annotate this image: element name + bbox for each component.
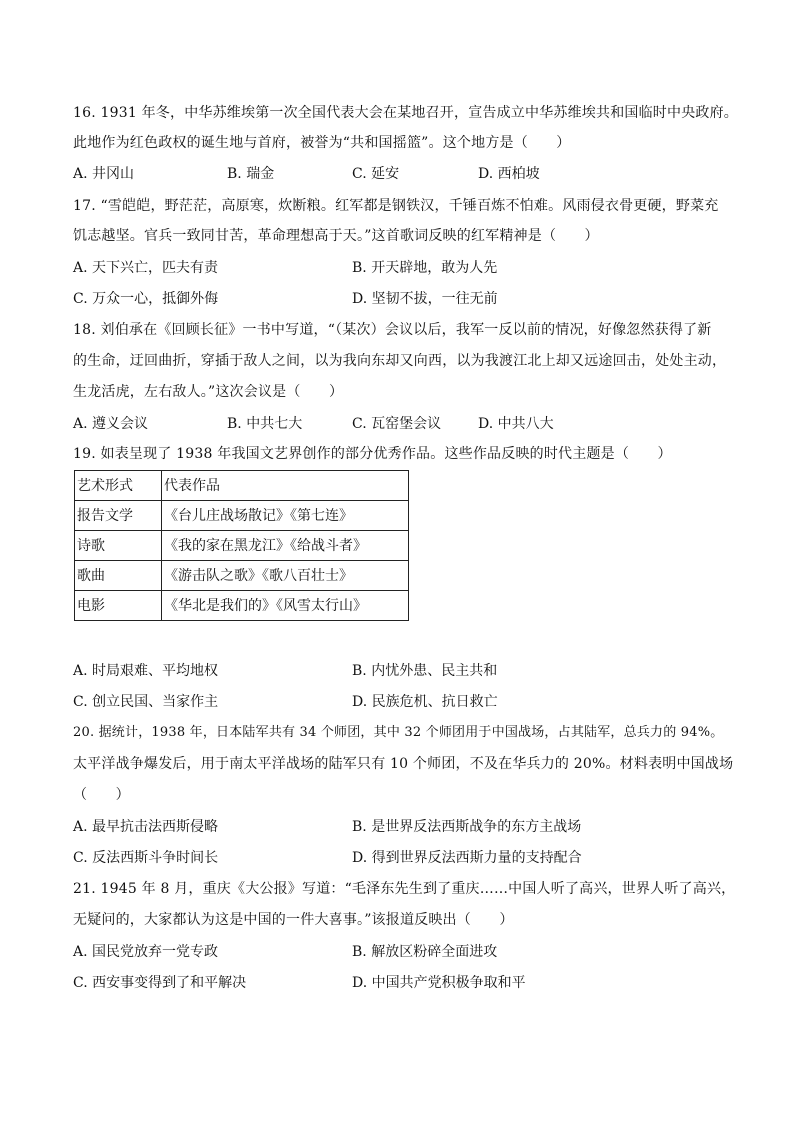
q19-works-table <box>74 470 409 621</box>
q20-stem-line-1: 20. 据统计，1938 年，日本陆军共有 34 个师团，其中 32 个师团用于中国战场，占其陆军，总兵力的 94%。 <box>73 725 724 740</box>
table-cell-form: 歌曲 <box>75 561 162 591</box>
q21-option-c: C. 西安事变得到了和平解决 <box>73 975 247 991</box>
q21-stem-line-2: 无疑问的，大家都认为这是中国的一件大喜事。”该报道反映出（ ） <box>73 912 514 928</box>
q19-option-b: B. 内忧外患、民主共和 <box>352 663 498 679</box>
q17-option-a: A. 天下兴亡，匹夫有责 <box>73 260 219 276</box>
table-header-cell: 代表作品 <box>162 471 409 501</box>
table-header-cell: 艺术形式 <box>75 471 162 501</box>
q21-stem-line-1: 21. 1945 年 8 月，重庆《大公报》写道：“毛泽东先生到了重庆……中国人听了高兴，世界人听了高兴， <box>73 881 736 897</box>
q16-option-a: A. 井冈山 <box>73 166 135 182</box>
q18-stem-line-3: 生龙活虎，左右敌人。”这次会议是（ ） <box>73 384 344 400</box>
table-cell-works: 《华北是我们的》《风雪太行山》 <box>162 591 409 621</box>
q16-option-c: C. 延安 <box>352 166 400 182</box>
table-row <box>75 501 409 531</box>
q20-option-a: A. 最早抗击法西斯侵略 <box>73 819 219 835</box>
q18-stem-line-2: 的生命，迂回曲折，穿插于敌人之间，以为我向东却又向西，以为我渡江北上却又远途回击，处处主动， <box>73 353 727 369</box>
q21-option-b: B. 解放区粉碎全面进攻 <box>352 944 498 960</box>
q18-option-a: A. 遵义会议 <box>73 416 149 432</box>
q18-stem-line-1: 18. 刘伯承在《回顾长征》一书中写道，“（某次）会议以后，我军一反以前的情况，好像忽然获得了新 <box>73 322 712 338</box>
q16-stem-line-1: 16. 1931 年冬，中华苏维埃第一次全国代表大会在某地召开，宣告成立中华苏维埃共和国临时中央政府。 <box>73 105 738 121</box>
q17-option-c: C. 万众一心，抵御外侮 <box>73 291 219 307</box>
q20-stem-line-3: （ ） <box>73 787 130 803</box>
table-row <box>75 531 409 561</box>
q16-option-d: D. 西柏坡 <box>478 166 540 182</box>
table-cell-works: 《台儿庄战场散记》《第七连》 <box>162 501 409 531</box>
table-cell-form: 报告文学 <box>75 501 162 531</box>
table-row <box>75 561 409 591</box>
table-cell-works: 《游击队之歌》《歌八百壮士》 <box>162 561 409 591</box>
q16-option-b: B. 瑞金 <box>227 166 275 182</box>
q19-option-c: C. 创立民国、当家作主 <box>73 694 219 710</box>
q21-option-d: D. 中国共产党积极争取和平 <box>352 975 526 991</box>
q19-stem-line-1: 19. 如表呈现了 1938 年我国文艺界创作的部分优秀作品。这些作品反映的时代主题是（ ） <box>73 446 672 462</box>
q20-option-c: C. 反法西斯斗争时间长 <box>73 850 219 866</box>
q18-option-d: D. 中共八大 <box>478 416 554 432</box>
q20-stem-line-2: 太平洋战争爆发后，用于南太平洋战场的陆军只有 10 个师团，不及在华兵力的 20%。材料表明中国战场 <box>73 756 734 772</box>
q17-stem-line-1: 17. “雪皑皑，野茫茫，高原寒，炊断粮。红军都是钢铁汉，千锤百炼不怕难。风雨侵衣骨更硬，野菜充 <box>73 198 719 214</box>
q20-option-b: B. 是世界反法西斯战争的东方主战场 <box>352 819 582 835</box>
q17-option-b: B. 开天辟地，敢为人先 <box>352 260 498 276</box>
table-cell-form: 诗歌 <box>75 531 162 561</box>
q18-option-c: C. 瓦窑堡会议 <box>352 416 442 432</box>
q17-option-d: D. 坚韧不拔，一往无前 <box>352 291 498 307</box>
q16-stem-line-2: 此地作为红色政权的诞生地与首府，被誉为“共和国摇篮”。这个地方是（ ） <box>73 135 571 151</box>
q19-option-a: A. 时局艰难、平均地权 <box>73 663 219 679</box>
table-row <box>75 591 409 621</box>
table-header-row <box>75 471 409 501</box>
q21-option-a: A. 国民党放弃一党专政 <box>73 944 219 960</box>
q19-option-d: D. 民族危机、抗日救亡 <box>352 694 498 710</box>
q17-stem-line-2: 饥志越坚。官兵一致同甘苦，革命理想高于天。”这首歌词反映的红军精神是（ ） <box>73 228 599 244</box>
q18-option-b: B. 中共七大 <box>227 416 303 432</box>
table-cell-form: 电影 <box>75 591 162 621</box>
table-cell-works: 《我的家在黑龙江》《给战斗者》 <box>162 531 409 561</box>
q20-option-d: D. 得到世界反法西斯力量的支持配合 <box>352 850 582 866</box>
